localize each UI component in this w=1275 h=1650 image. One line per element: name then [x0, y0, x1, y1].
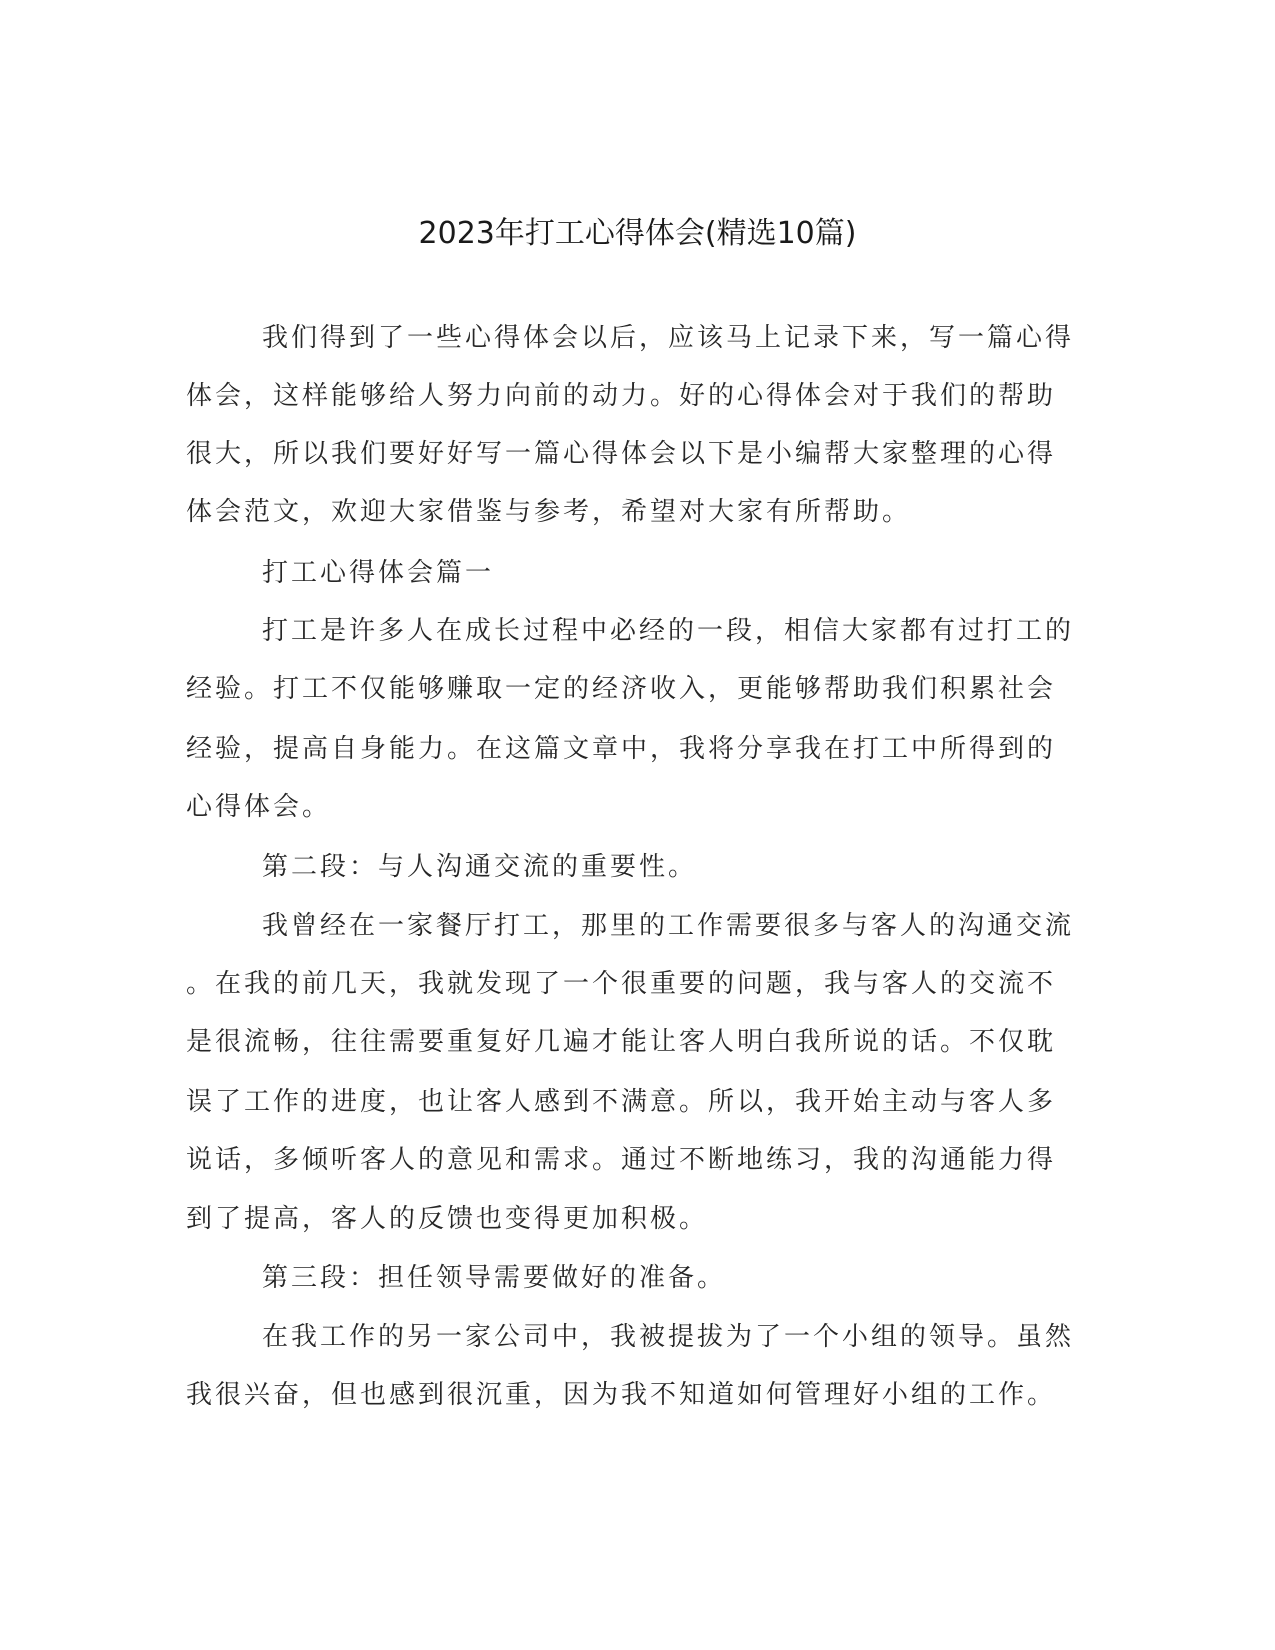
- text-line: 到了提高，客人的反馈也变得更加积极。: [186, 1204, 709, 1234]
- text-line: 在我工作的另一家公司中，我被提拔为了一个小组的领导。虽然: [262, 1322, 1075, 1352]
- text-line: 体会，这样能够给人努力向前的动力。好的心得体会对于我们的帮助: [186, 381, 1057, 411]
- text-line: 心得体会。: [186, 792, 332, 822]
- text-line: 说话，多倾听客人的意见和需求。通过不断地练习，我的沟通能力得: [186, 1145, 1057, 1175]
- text-line: 很大，所以我们要好好写一篇心得体会以下是小编帮大家整理的心得: [186, 439, 1057, 469]
- text-line: 我们得到了一些心得体会以后，应该马上记录下来，写一篇心得: [262, 323, 1075, 353]
- text-line: 经验，提高自身能力。在这篇文章中，我将分享我在打工中所得到的: [186, 734, 1057, 764]
- text-line: 打工是许多人在成长过程中必经的一段，相信大家都有过打工的: [262, 616, 1075, 646]
- text-line: 经验。打工不仅能够赚取一定的经济收入，更能够帮助我们积累社会: [186, 674, 1057, 704]
- section-heading: 第三段：担任领导需要做好的准备。: [262, 1263, 727, 1293]
- section-heading: 第二段：与人沟通交流的重要性。: [262, 852, 698, 882]
- text-line: 是很流畅，往往需要重复好几遍才能让客人明白我所说的话。不仅耽: [186, 1027, 1057, 1057]
- text-line: 误了工作的进度，也让客人感到不满意。所以，我开始主动与客人多: [186, 1087, 1057, 1117]
- document-title: 2023年打工心得体会(精选10篇): [418, 216, 857, 251]
- text-line: 我曾经在一家餐厅打工，那里的工作需要很多与客人的沟通交流: [262, 911, 1075, 941]
- text-line: 体会范文，欢迎大家借鉴与参考，希望对大家有所帮助。: [186, 497, 912, 527]
- section-heading: 打工心得体会篇一: [262, 558, 495, 588]
- text-line: 我很兴奋，但也感到很沉重，因为我不知道如何管理好小组的工作。: [186, 1380, 1057, 1410]
- text-line: 。在我的前几天，我就发现了一个很重要的问题，我与客人的交流不: [186, 969, 1057, 999]
